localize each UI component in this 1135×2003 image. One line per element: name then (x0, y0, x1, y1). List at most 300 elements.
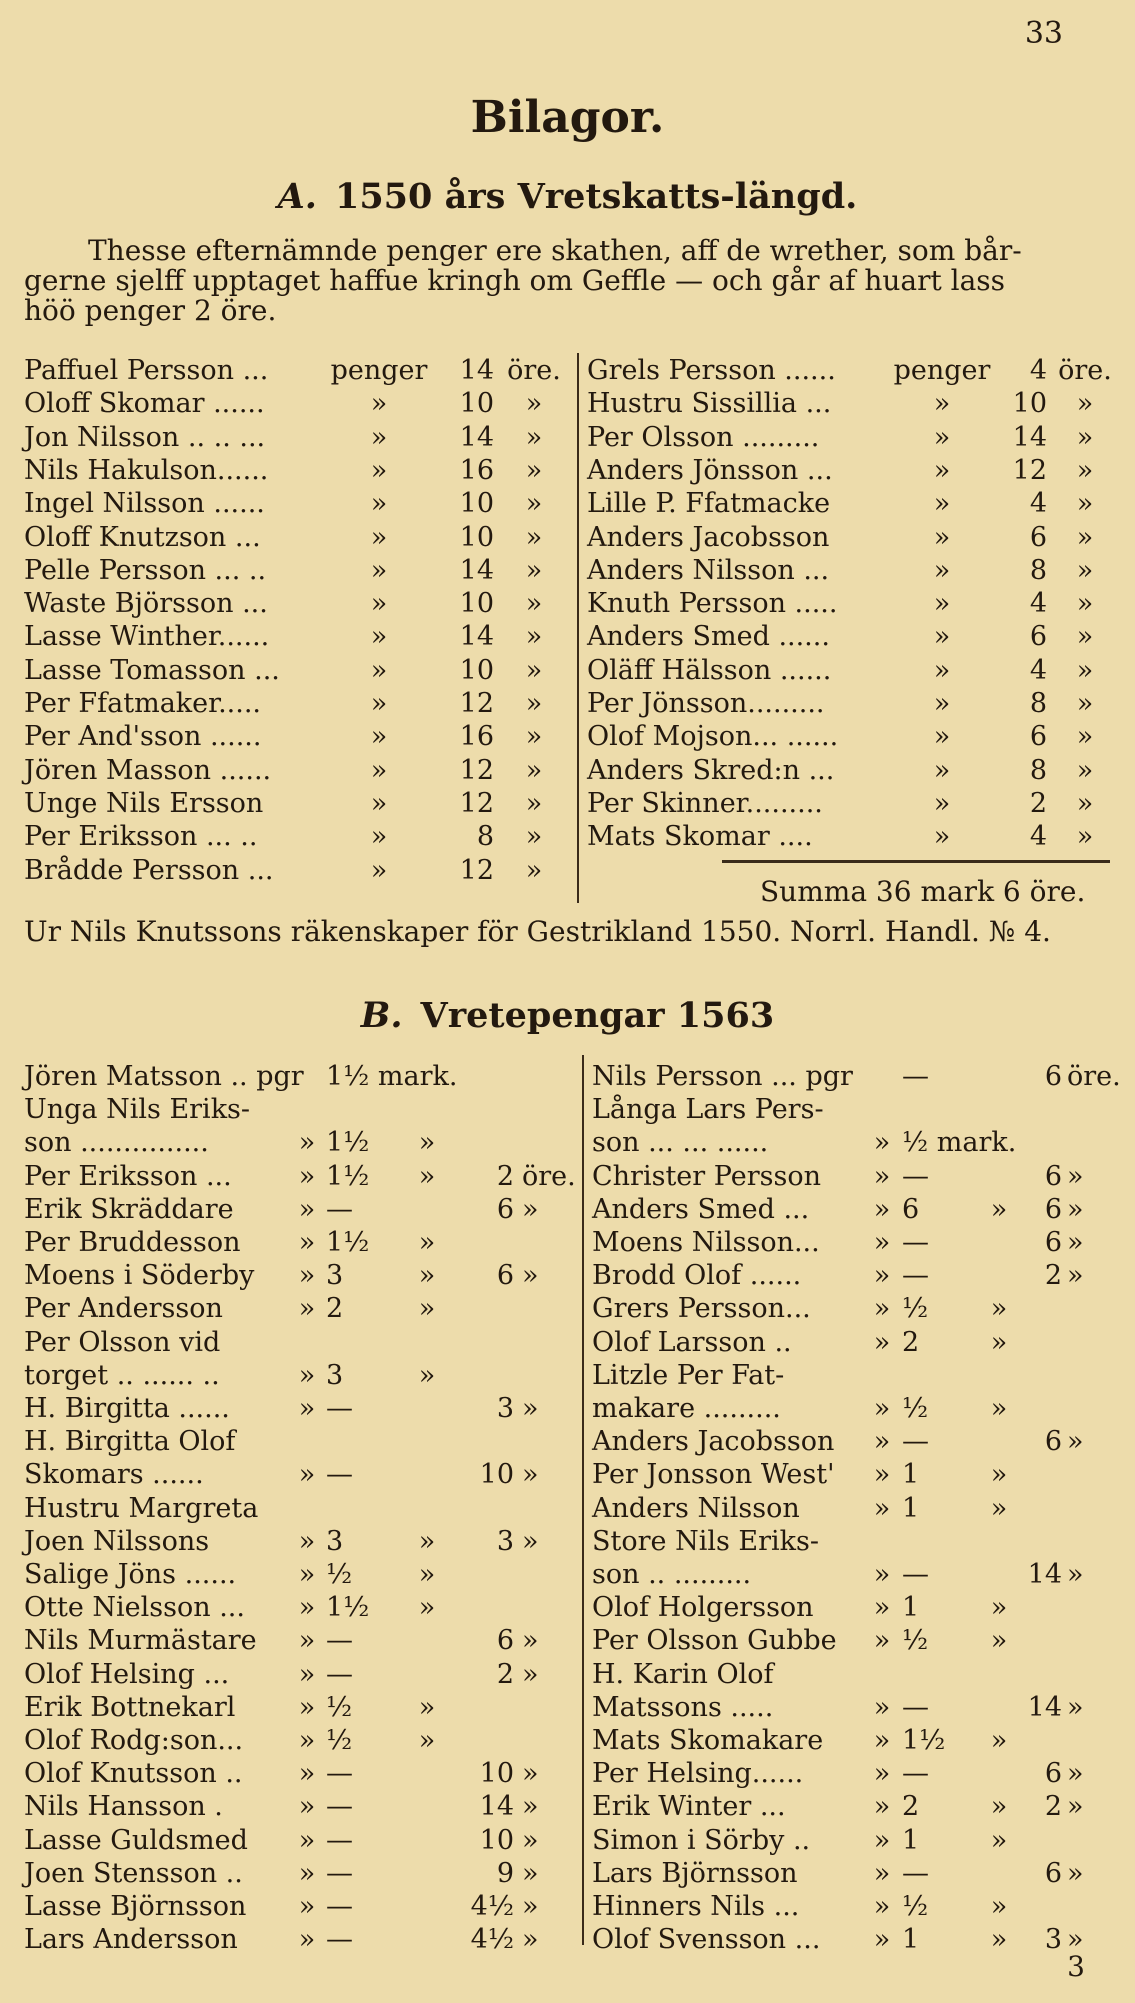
list-row (24, 1127, 579, 1160)
signature-mark: 3 (1067, 1950, 1085, 1983)
ditto-mark: » (990, 1824, 1008, 1856)
unit-ditto: » (1067, 1559, 1084, 1590)
mark-amount: 1 (902, 1459, 920, 1491)
list-row (24, 1260, 579, 1293)
entry-name: Nils Hakulson...... (24, 454, 269, 486)
ore-amount: 6 (1044, 1061, 1062, 1092)
list-row (24, 1692, 579, 1725)
entry-name: Jören Masson ...... (24, 754, 272, 786)
entry-name: Otte Nielsson ... (24, 1592, 245, 1624)
entry-name: Nils Murmästare (24, 1625, 257, 1657)
list-row (24, 1393, 579, 1426)
ditto-mark: » (298, 1227, 316, 1258)
section-b-title: Vretepengar 1563 (420, 995, 775, 1036)
ore-amount: 6 (1044, 1193, 1062, 1225)
entry-name: Anders Nilsson (592, 1492, 800, 1524)
mark-amount: — (902, 1857, 929, 1889)
list-row (592, 1393, 1122, 1426)
ditto-mark: » (873, 1160, 891, 1192)
list-row (587, 755, 1117, 788)
ore-amount: 9 (496, 1857, 514, 1889)
ditto-mark: » (990, 1924, 1008, 1956)
list-row (592, 1194, 1122, 1227)
entry-name: Lasse Guldsmed (24, 1824, 248, 1856)
column-divider (577, 353, 579, 903)
entry-name: Anders Skred:n ... (587, 754, 835, 786)
ditto-mark: » (298, 1592, 316, 1624)
ditto-mark: » (298, 1857, 316, 1889)
ditto-mark: » (298, 1393, 316, 1424)
amount: 8 (1029, 554, 1047, 586)
entry-name: Långa Lars Pers- (592, 1094, 824, 1126)
mark-amount: 1½ (326, 1160, 370, 1192)
mark-amount: ½ (326, 1725, 353, 1756)
mark-amount: ½ (902, 1393, 929, 1424)
list-row (587, 721, 1117, 754)
mark-amount: ½ (326, 1559, 353, 1590)
page-number: 33 (1024, 16, 1063, 51)
amount: 16 (459, 721, 494, 753)
entry-name: Per Olsson vid (24, 1326, 221, 1358)
ore-amount: 2 (496, 1160, 514, 1192)
ditto-mark: » (873, 1227, 891, 1258)
list-row (592, 1094, 1122, 1127)
entry-name: Olof Larsson .. (592, 1326, 792, 1358)
entry-name: Anders Smed ... (592, 1193, 810, 1225)
list-row (24, 821, 554, 854)
ditto-mark: » (298, 1691, 316, 1723)
list-row (24, 588, 554, 621)
amount: 12 (459, 854, 494, 886)
unit-ditto: » (1076, 654, 1094, 686)
ditto-mark: » (298, 1924, 316, 1956)
entry-name: Per Bruddesson (24, 1227, 241, 1258)
ditto-mark: » (873, 1193, 891, 1225)
unit-ditto: » (525, 454, 543, 486)
ditto-mark: » (298, 1160, 316, 1192)
unit-label: » (933, 388, 951, 420)
unit-ditto: » (1067, 1691, 1084, 1723)
unit-ditto: » (1067, 1160, 1084, 1192)
list-row (24, 1592, 579, 1625)
entry-name: Anders Jönsson ... (587, 454, 833, 486)
section-a-letter: A. (277, 176, 317, 217)
unit-ditto: » (522, 1824, 539, 1856)
entry-name: Grers Persson... (592, 1293, 811, 1325)
ditto-mark: » (298, 1559, 316, 1590)
list-row (587, 455, 1117, 488)
intro-line: Thesse efternämnde penger ere skathen, aff de wrether, som bår- (88, 234, 1022, 267)
amount: 14 (1012, 421, 1047, 453)
ditto-mark: » (418, 1725, 436, 1756)
mark-amount: — (902, 1758, 929, 1790)
ditto-mark: » (873, 1592, 891, 1624)
entry-name: Oloff Skomar ...... (24, 388, 265, 420)
mark-amount: — (326, 1459, 353, 1491)
mark-amount: ½ (326, 1691, 353, 1723)
entry-name: Moens Nilsson... (592, 1227, 820, 1258)
unit-ditto: » (1076, 488, 1094, 520)
entry-name: Skomars ...... (24, 1459, 204, 1491)
ditto-mark: » (298, 1260, 316, 1292)
ore-amount: 4½ (470, 1891, 514, 1922)
amount: 14 (459, 554, 494, 586)
amount: 10 (1012, 388, 1047, 420)
unit-ditto: » (1067, 1426, 1084, 1458)
amount: 6 (1029, 721, 1047, 753)
entry-name: Salige Jöns ...... (24, 1559, 237, 1590)
amount: 10 (459, 488, 494, 520)
list-row (24, 1825, 579, 1858)
amount: 4 (1029, 654, 1047, 686)
mark-amount: — (326, 1758, 353, 1790)
unit-ditto: » (522, 1525, 539, 1557)
ditto-mark: » (298, 1525, 316, 1557)
entry-name: H. Karin Olof (592, 1658, 774, 1690)
list-row (587, 621, 1117, 654)
ditto-mark: » (418, 1293, 436, 1325)
unit-ditto: öre. (1067, 1061, 1121, 1092)
ditto-mark: » (873, 1326, 891, 1358)
list-row (24, 455, 554, 488)
list-row (592, 1493, 1122, 1526)
amount: 14 (459, 421, 494, 453)
unit-label: » (370, 787, 388, 819)
entry-name: Per Skinner......... (587, 787, 823, 819)
list-row (592, 1758, 1122, 1791)
entry-name: Matssons ..... (592, 1691, 774, 1723)
unit-ditto: » (1076, 454, 1094, 486)
unit-label: » (933, 721, 951, 753)
list-row (592, 1227, 1122, 1260)
list-row (24, 1194, 579, 1227)
intro-line: höö penger 2 öre. (24, 294, 277, 327)
list-row (24, 1227, 579, 1260)
ditto-mark: » (298, 1791, 316, 1823)
ditto-mark: » (990, 1891, 1008, 1922)
ditto-mark: » (418, 1260, 436, 1292)
amount: 6 (1029, 521, 1047, 553)
mark-amount: — (326, 1658, 353, 1690)
ore-amount: 2 (1044, 1260, 1062, 1292)
list-row (24, 422, 554, 455)
ditto-mark: » (418, 1127, 436, 1159)
column-divider (582, 1055, 584, 1945)
unit-ditto: » (1076, 388, 1094, 420)
unit-label: » (370, 854, 388, 886)
list-row (24, 1791, 579, 1824)
entry-name: Anders Jacobsson (592, 1426, 835, 1458)
amount: 10 (459, 388, 494, 420)
unit-ditto: » (525, 554, 543, 586)
entry-name: Anders Jacobsson (587, 521, 830, 553)
entry-name: son ............... (24, 1127, 209, 1159)
mark-amount: 3 (326, 1359, 344, 1391)
sum-rule (722, 860, 1110, 863)
ore-amount: 10 (479, 1758, 514, 1790)
unit-ditto: » (1067, 1227, 1084, 1258)
list-row (24, 1161, 579, 1194)
ditto-mark: » (873, 1824, 891, 1856)
unit-label: penger (893, 355, 991, 386)
list-row (592, 1161, 1122, 1194)
list-row (592, 1360, 1122, 1393)
mark-amount: ½ (902, 1891, 929, 1922)
entry-name: Unge Nils Ersson (24, 787, 264, 819)
list-row (24, 655, 554, 688)
ditto-mark: » (873, 1426, 891, 1458)
mark-amount: — (326, 1393, 353, 1424)
ore-amount: 14 (479, 1791, 514, 1823)
unit-ditto: » (522, 1891, 539, 1922)
ditto-mark: » (298, 1625, 316, 1657)
list-row (24, 855, 554, 888)
ditto-mark: » (990, 1393, 1008, 1424)
ditto-mark: » (873, 1492, 891, 1524)
list-row (592, 1625, 1122, 1658)
entry-name: Brådde Persson ... (24, 854, 274, 886)
list-row (24, 1625, 579, 1658)
unit-ditto: öre. (1058, 355, 1112, 386)
mark-amount: 2 (326, 1293, 344, 1325)
ore-amount: 4½ (470, 1924, 514, 1956)
list-row (592, 1791, 1122, 1824)
entry-name: Knuth Persson ..... (587, 588, 838, 620)
unit-ditto: » (1076, 754, 1094, 786)
ditto-mark: » (298, 1459, 316, 1491)
unit-ditto: » (522, 1658, 539, 1690)
ditto-mark: » (298, 1891, 316, 1922)
intro-line: gerne sjelff upptaget haffue kringh om Geffle — och går af huart lass (24, 264, 1006, 297)
unit-ditto: » (525, 588, 543, 620)
list-row (587, 588, 1117, 621)
unit-ditto: » (525, 854, 543, 886)
ditto-mark: » (418, 1359, 436, 1391)
list-row (587, 788, 1117, 821)
unit-label: » (370, 521, 388, 553)
amount: 4 (1029, 821, 1047, 853)
entry-name: Per Eriksson ... .. (24, 821, 258, 853)
unit-label: » (933, 488, 951, 520)
mark-amount: — (326, 1924, 353, 1956)
amount: 8 (1029, 688, 1047, 719)
list-row (24, 1061, 579, 1094)
list-row (24, 1293, 579, 1326)
list-row (587, 422, 1117, 455)
entry-name: Paffuel Persson ... (24, 355, 269, 386)
amount: 12 (459, 688, 494, 719)
unit-ditto: » (525, 821, 543, 853)
ditto-mark: » (418, 1559, 436, 1590)
unit-ditto: » (522, 1459, 539, 1491)
entry-name: Grels Persson ...... (587, 355, 836, 386)
list-row (24, 488, 554, 521)
ditto-mark: » (418, 1691, 436, 1723)
entry-name: Per Andersson (24, 1293, 223, 1325)
entry-name: Olof Holgersson (592, 1592, 814, 1624)
list-row (24, 788, 554, 821)
amount: 4 (1029, 488, 1047, 520)
mark-amount: 1 (902, 1824, 920, 1856)
unit-ditto: » (1067, 1260, 1084, 1292)
ore-amount: 3 (496, 1393, 514, 1424)
list-row (592, 1526, 1122, 1559)
unit-label: » (370, 454, 388, 486)
ditto-mark: » (873, 1857, 891, 1889)
list-row (592, 1061, 1122, 1094)
list-row (587, 688, 1117, 721)
section-a-heading (0, 176, 1135, 217)
ore-amount: 3 (496, 1525, 514, 1557)
unit-ditto: » (1067, 1924, 1084, 1956)
entry-name: Per Helsing...... (592, 1758, 804, 1790)
unit-label: penger (330, 355, 428, 386)
amount: 10 (459, 588, 494, 620)
unit-label: » (933, 421, 951, 453)
amount: 2 (1029, 787, 1047, 819)
list-row (592, 1891, 1122, 1924)
unit-label: » (933, 821, 951, 853)
list-row (24, 1924, 579, 1957)
list-row (24, 1426, 579, 1459)
list-row (587, 355, 1117, 388)
unit-ditto: » (522, 1791, 539, 1823)
ore-amount: 6 (496, 1193, 514, 1225)
entry-name: son ... ... ...... (592, 1127, 769, 1159)
ditto-mark: » (873, 1725, 891, 1756)
entry-name: Lars Björnsson (592, 1857, 798, 1889)
ditto-mark: » (990, 1791, 1008, 1823)
list-row (592, 1426, 1122, 1459)
ditto-mark: » (418, 1227, 436, 1258)
unit-ditto: öre. (507, 355, 561, 386)
mark-amount: — (902, 1160, 929, 1192)
unit-label: » (933, 588, 951, 620)
unit-label: » (933, 754, 951, 786)
ore-amount: 14 (1027, 1691, 1062, 1723)
mark-amount: — (902, 1426, 929, 1458)
entry-name: Erik Skräddare (24, 1193, 234, 1225)
unit-ditto: » (1076, 721, 1094, 753)
unit-label: » (370, 488, 388, 520)
unit-label: » (933, 521, 951, 553)
entry-name: Store Nils Eriks- (592, 1525, 819, 1557)
entry-name: Per And'sson ...... (24, 721, 262, 753)
ditto-mark: » (873, 1459, 891, 1491)
list-row (24, 688, 554, 721)
entry-name: Olof Mojson... ...... (587, 721, 839, 753)
ore-amount: 2 (1044, 1791, 1062, 1823)
entry-name: Litzle Per Fat- (592, 1359, 785, 1391)
unit-ditto: » (525, 754, 543, 786)
mark-amount: — (326, 1791, 353, 1823)
list-row (24, 388, 554, 421)
mark-amount: — (902, 1061, 929, 1092)
ditto-mark: » (873, 1791, 891, 1823)
ditto-mark: » (298, 1127, 316, 1159)
unit-ditto: » (522, 1193, 539, 1225)
amount: 12 (459, 754, 494, 786)
unit-label: » (370, 588, 388, 620)
mark-amount: — (326, 1625, 353, 1657)
amount: 14 (459, 621, 494, 653)
entry-name: Per Eriksson ... (24, 1160, 232, 1192)
unit-label: » (370, 654, 388, 686)
mark-amount: 6 (902, 1193, 920, 1225)
entry-name: Nils Hansson . (24, 1791, 223, 1823)
page-title: Bilagor. (470, 92, 665, 143)
unit-label: » (933, 787, 951, 819)
ditto-mark: » (873, 1293, 891, 1325)
ore-amount: 6 (1044, 1160, 1062, 1192)
list-row (24, 522, 554, 555)
unit-ditto: » (1067, 1857, 1084, 1889)
mark-amount: — (326, 1857, 353, 1889)
mark-amount: ½ mark. (902, 1127, 1017, 1159)
list-row (24, 755, 554, 788)
mark-amount: 1 (902, 1592, 920, 1624)
section-b-heading (0, 995, 1135, 1036)
unit-ditto: » (525, 654, 543, 686)
entry-name: torget .. ...... .. (24, 1359, 220, 1391)
ditto-mark: » (990, 1326, 1008, 1358)
mark-amount: 1½ (326, 1127, 370, 1159)
entry-name: Jören Matsson .. pgr (24, 1061, 304, 1092)
mark-amount: — (902, 1260, 929, 1292)
unit-label: » (370, 688, 388, 719)
amount: 8 (1029, 754, 1047, 786)
ditto-mark: » (873, 1260, 891, 1292)
amount: 10 (459, 521, 494, 553)
entry-name: Mats Skomar .... (587, 821, 813, 853)
list-row (592, 1127, 1122, 1160)
ditto-mark: » (990, 1459, 1008, 1491)
entry-name: makare ......... (592, 1393, 781, 1424)
ditto-mark: » (873, 1625, 891, 1657)
unit-label: » (370, 421, 388, 453)
amount: 10 (459, 654, 494, 686)
unit-ditto: » (522, 1260, 539, 1292)
unit-label: » (933, 621, 951, 653)
mark-amount: — (902, 1559, 929, 1590)
entry-name: Per Olsson Gubbe (592, 1625, 837, 1657)
entry-name: H. Birgitta ...... (24, 1393, 230, 1424)
entry-name: Jon Nilsson .. .. ... (24, 421, 266, 453)
list-row (24, 1493, 579, 1526)
section-b-letter: B. (360, 995, 403, 1036)
list-row (592, 1924, 1122, 1957)
list-row (24, 1725, 579, 1758)
list-row (24, 1659, 579, 1692)
unit-ditto: » (1076, 588, 1094, 620)
entry-name: Per Ffatmaker..... (24, 688, 261, 719)
mark-amount: 1½ mark. (326, 1061, 458, 1092)
mark-amount: 2 (902, 1791, 920, 1823)
unit-label: » (370, 621, 388, 653)
unit-ditto: » (525, 521, 543, 553)
ditto-mark: » (873, 1758, 891, 1790)
ditto-mark: » (990, 1492, 1008, 1524)
entry-name: Pelle Persson ... .. (24, 554, 267, 586)
unit-ditto: » (1076, 554, 1094, 586)
mark-amount: — (902, 1227, 929, 1258)
list-row (24, 1559, 579, 1592)
list-row (592, 1692, 1122, 1725)
section-a-footnote: Ur Nils Knutssons räkenskaper för Gestrikland 1550. Norrl. Handl. № 4. (24, 915, 1051, 948)
ditto-mark: » (990, 1592, 1008, 1624)
mark-amount: — (326, 1193, 353, 1225)
list-row (592, 1592, 1122, 1625)
